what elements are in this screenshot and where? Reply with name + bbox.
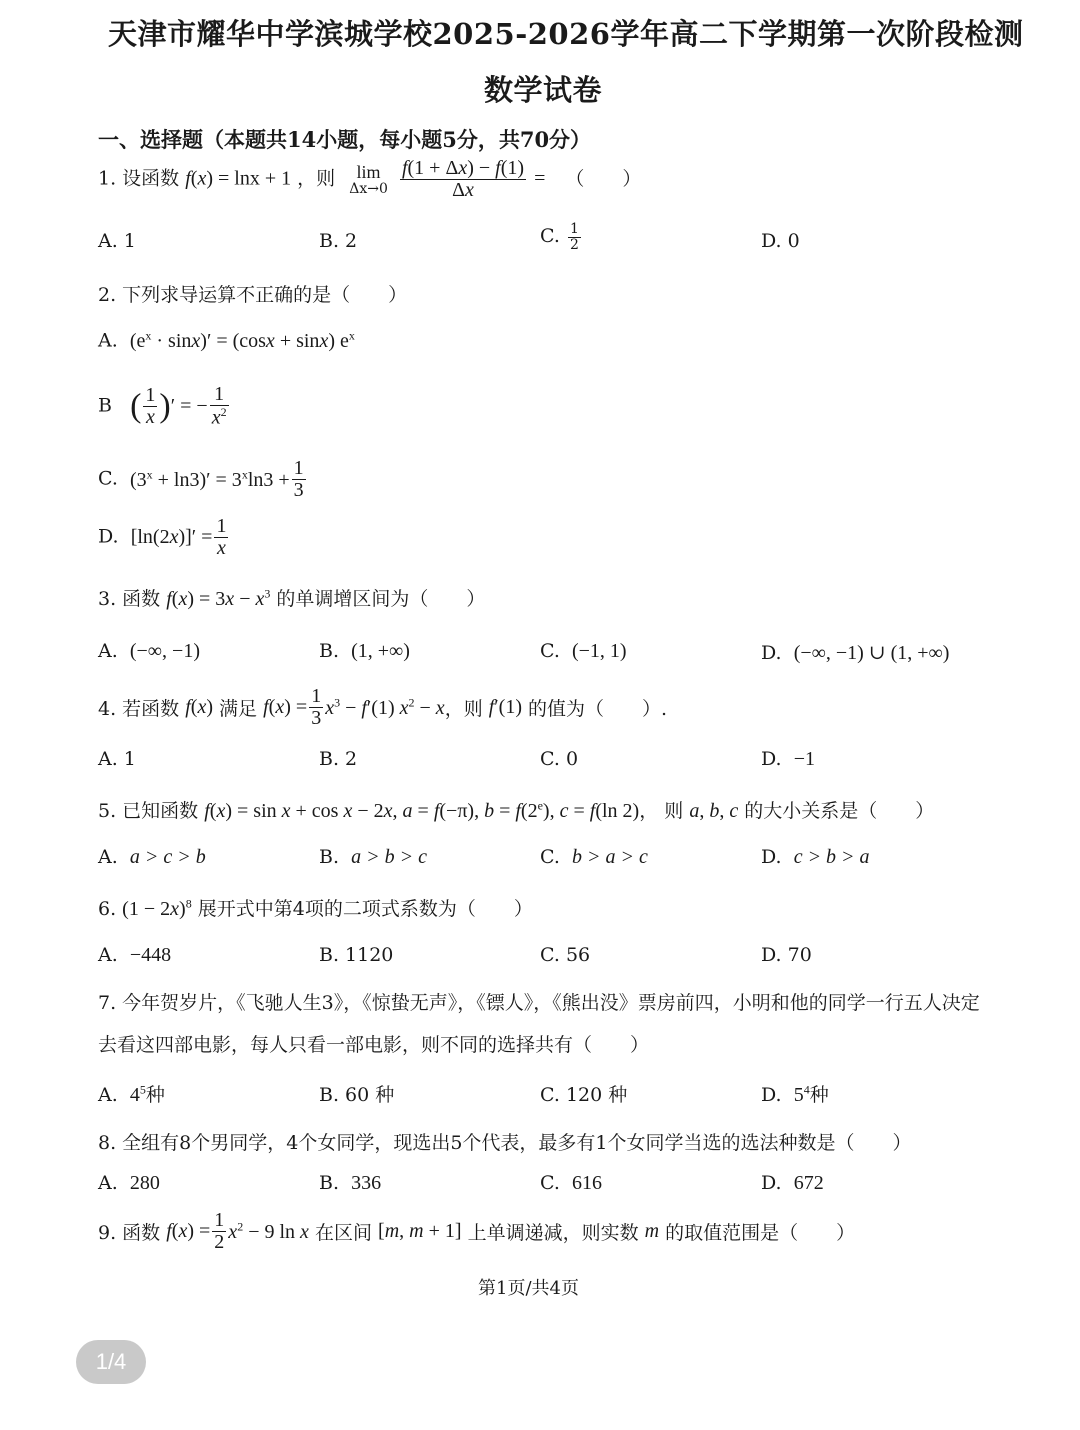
question-9: 9. 函数 f(x) = $\frac{1}{2}$ $x^2 - 9$ ln x 在区间 [m, m + 1] 上单调递减，则实数 m 的取值范围是（ ）: [98, 1209, 856, 1253]
question-5: 5. 已知函数 f(x) = sin x + cos x − 2x, a = f(−π), $b = f(2^e)$, c = f(ln 2)， 则 a, b, c 的大小关系是（ ）: [98, 798, 935, 822]
question-6: 6. $(1 - 2x)^8$ 展开式中第4项的二项式系数为（ ）: [98, 896, 533, 920]
page-indicator-label: 1/4: [95, 1349, 127, 1374]
q6-option-d: D. 70: [761, 944, 812, 966]
q8-option-b: B. 336: [319, 1172, 382, 1194]
q4-option-d: D. −1: [761, 748, 815, 770]
q5-option-d: D. c > b > a: [761, 846, 870, 868]
q3-option-a: A. (−∞, −1): [98, 640, 200, 662]
question-1: 1. 设函数 f(x) = lnx + 1 ，则 lim Δx→0 $\frac{f(1 + \Delta x) - f(1)}{\Delta x}$ = （ ）: [98, 157, 642, 201]
question-8: 8. 全组有8个男同学，4个女同学，现选出5个代表，最多有1个女同学当选的选法种数是（ ）: [98, 1132, 912, 1154]
q1-option-b: B. 2: [319, 230, 358, 252]
q1-option-c: C. $\frac{1}{2}$: [540, 221, 579, 253]
question-3: 3. 函数 $f(x) = 3x - x^3$ 的单调增区间为（ ）: [98, 586, 486, 610]
q7-option-b: B. 60 种: [319, 1084, 395, 1106]
title-line-2: 数学试卷: [484, 73, 603, 107]
q2-option-b: B ( $\frac{1}{x}$ )′ = − $\frac{1}{x^2}$: [98, 383, 227, 429]
page-footer: 第1页/共4页: [478, 1278, 579, 1299]
q1-option-d: D. 0: [761, 230, 800, 252]
q2-option-a: A. $(e^x \cdot \sin x)' = (\cos x + \sin x)$ $e^x$: [98, 328, 355, 352]
q4-option-a: A. 1: [98, 748, 136, 770]
page-indicator[interactable]: [76, 1340, 146, 1384]
q5-option-c: C. b > a > c: [540, 846, 648, 868]
q7-option-d: D. $5^4$种: [761, 1082, 829, 1106]
q2-option-c: C. $(3^x + \ln 3)' = 3^x\ln 3$ + $\frac{1}{3}$: [98, 457, 304, 501]
title-line-1: 天津市耀华中学滨城学校2025-2026学年高二下学期第一次阶段检测: [108, 17, 1024, 51]
question-2: 2. 下列求导运算不正确的是（ ）: [98, 284, 408, 306]
q8-option-a: A. 280: [98, 1172, 160, 1194]
section-heading: 一、选择题（本题共14小题，每小题5分，共70分）: [98, 127, 592, 152]
question-4: 4. 若函数 f(x) 满足 f(x) = $\frac{1}{3}$ $x^3 - f'(1) x^2 - x$，则 f′(1) 的值为（ ）.: [98, 685, 668, 729]
q7-option-c: C. 120 种: [540, 1084, 628, 1106]
q3-option-d: D. (−∞, −1) ∪ (1, +∞): [761, 642, 950, 664]
q5-option-b: B. a > b > c: [319, 846, 427, 868]
q1-option-a: A. 1: [98, 230, 136, 252]
q3-option-b: B. (1, +∞): [319, 640, 410, 662]
question-7-line-1: 7. 今年贺岁片，《飞驰人生3》，《惊蛰无声》，《镖人》，《熊出没》票房前四，小明和他的同学一行五人决定: [98, 992, 980, 1014]
q3-option-c: C. (−1, 1): [540, 640, 627, 662]
q5-option-a: A. a > c > b: [98, 846, 206, 868]
q2-option-d: D. [ln(2x)]′ = $\frac{1}{x}$: [98, 515, 227, 559]
q6-option-c: C. 56: [540, 944, 591, 966]
q4-option-c: C. 0: [540, 748, 579, 770]
q7-option-a: A. $4^5$种: [98, 1082, 165, 1106]
q6-option-a: A. −448: [98, 944, 172, 966]
q6-option-b: B. 1120: [319, 944, 394, 966]
q4-option-b: B. 2: [319, 748, 358, 770]
question-7-line-2: 去看这四部电影，每人只看一部电影，则不同的选择共有（ ）: [98, 1034, 650, 1056]
q8-option-c: C. 616: [540, 1172, 602, 1194]
q8-option-d: D. 672: [761, 1172, 824, 1194]
